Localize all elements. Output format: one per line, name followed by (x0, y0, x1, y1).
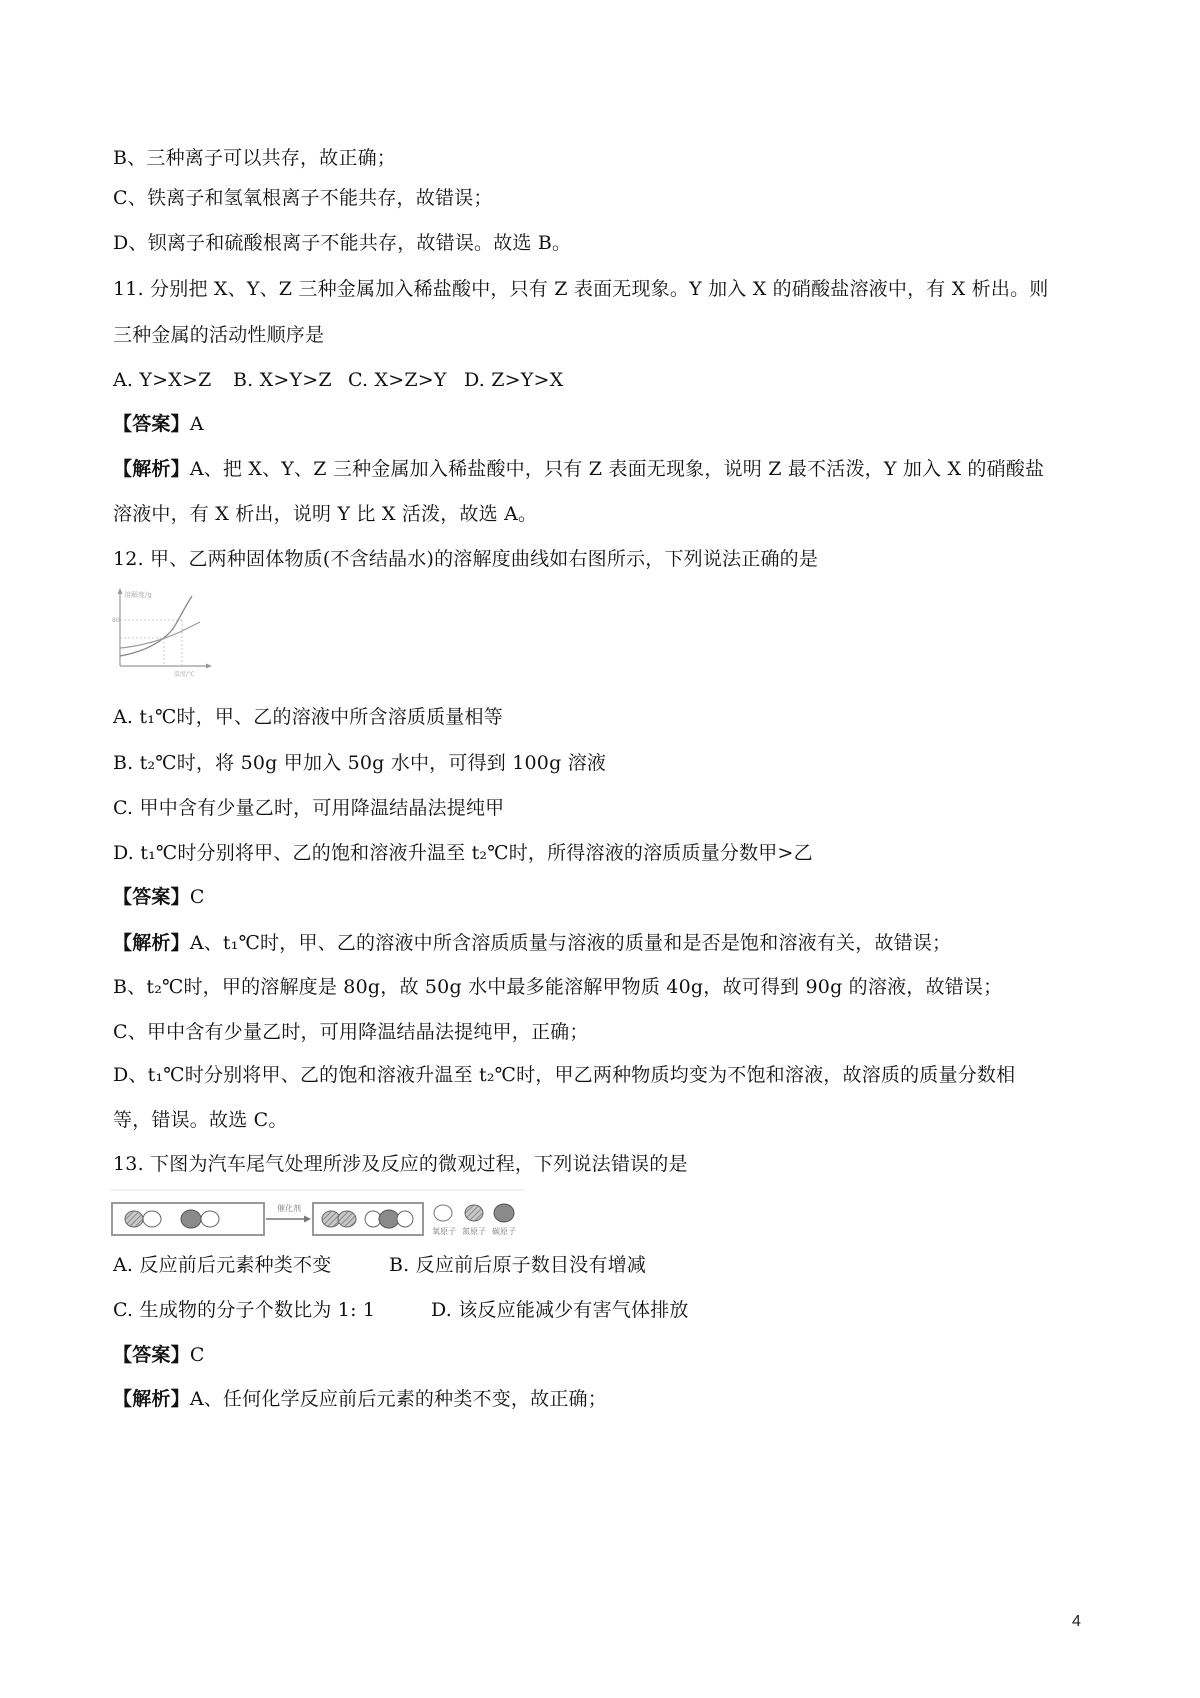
question-13-explanation (113, 1387, 607, 1411)
legend-nitrogen-label: 氮原子 (462, 1227, 486, 1236)
legend-carbon-atom (494, 1204, 514, 1222)
question-11-options (113, 368, 563, 392)
option-d: D. 该反应能减少有害气体排放 (431, 1299, 689, 1321)
question-12-explanation-b: B、t₂℃时，甲的溶解度是 80g，故 50g 水中最多能溶解甲物质 40g，故可得到 90g 的溶液，故错误； (113, 976, 1003, 998)
answer-label: 【答案】 (113, 413, 190, 435)
question-12-explanation (113, 931, 951, 955)
legend-carbon-label: 碳原子 (492, 1227, 516, 1236)
question-11-stem: 11. 分别把 X、Y、Z 三种金属加入稀盐酸中，只有 Z 表面无现象。Y 加入 X 的硝酸盐溶液中，有 X 析出。则 (113, 278, 1049, 300)
question-12-explanation-d: D、t₁℃时分别将甲、乙的饱和溶液升温至 t₂℃时，甲乙两种物质均变为不饱和溶液，故溶质的质量分数相 (113, 1064, 1016, 1086)
answer-label: 【答案】 (113, 1344, 190, 1366)
x-axis-label: 温度/℃ (174, 671, 195, 678)
text-line: C、铁离子和氢氧根离子不能共存，故错误； (113, 187, 493, 209)
reaction-micro-process-figure (110, 1189, 524, 1239)
y-tick-label: 80 (112, 617, 120, 624)
explanation-text: A、t₁℃时，甲、乙的溶液中所含溶质质量与溶液的质量和是否是饱和溶液有关，故错误； (189, 932, 952, 954)
answer-value: A (189, 413, 204, 435)
question-11-answer (113, 412, 204, 436)
catalyst-label: 催化剂 (277, 1204, 301, 1213)
question-11-explanation (113, 457, 1044, 481)
carbon-atom (379, 1210, 399, 1228)
answer-label: 【答案】 (113, 886, 190, 908)
text-line: B、三种离子可以共存，故正确； (113, 147, 396, 169)
oxygen-atom (397, 1211, 413, 1227)
explanation-label: 【解析】 (113, 1388, 190, 1410)
explanation-text: A、把 X、Y、Z 三种金属加入稀盐酸中，只有 Z 表面无现象，说明 Z 最不活泼，Y 加入 X 的硝酸盐 (189, 458, 1045, 480)
explanation-label: 【解析】 (113, 458, 190, 480)
option-d: D. Z>Y>X (464, 369, 564, 391)
question-11-explanation-cont: 溶液中，有 X 析出，说明 Y 比 X 活泼，故选 A。 (113, 503, 538, 525)
question-12-option-b: B. t₂℃时，将 50g 甲加入 50g 水中，可得到 100g 溶液 (113, 752, 607, 774)
answer-value: C (189, 1344, 205, 1366)
text-line: D、钡离子和硫酸根离子不能共存，故错误。故选 B。 (113, 232, 572, 254)
explanation-text: A、任何化学反应前后元素的种类不变，故正确； (189, 1388, 607, 1410)
question-12-answer (113, 885, 205, 909)
question-12-explanation-d-cont: 等，错误。故选 C。 (113, 1109, 288, 1131)
question-13-answer (113, 1343, 205, 1367)
question-13-stem: 13. 下图为汽车尾气处理所涉及反应的微观过程，下列说法错误的是 (113, 1153, 688, 1175)
question-13-options-cd (113, 1298, 689, 1322)
solubility-curve-figure (112, 586, 214, 678)
page-number: 4 (1072, 1613, 1081, 1630)
oxygen-atom (143, 1211, 161, 1227)
question-12-option-c: C. 甲中含有少量乙时，可用降温结晶法提纯甲 (113, 797, 505, 819)
answer-value: C (189, 886, 205, 908)
nitrogen-atom (322, 1211, 340, 1227)
question-12-stem: 12. 甲、乙两种固体物质(不含结晶水)的溶解度曲线如右图所示，下列说法正确的是 (113, 548, 819, 570)
carbon-atom (181, 1210, 201, 1228)
question-11-stem-cont: 三种金属的活动性顺序是 (113, 324, 325, 346)
y-axis-label: 溶解度/g (124, 591, 152, 599)
option-b: B. X>Y>Z (233, 369, 332, 391)
question-12-option-d: D. t₁℃时分别将甲、乙的饱和溶液升温至 t₂℃时，所得溶液的溶质质量分数甲>乙 (113, 842, 813, 864)
nitrogen-atom (338, 1211, 356, 1227)
legend-oxygen-label: 氧原子 (432, 1227, 456, 1236)
oxygen-atom (201, 1211, 219, 1227)
legend-oxygen-atom (434, 1205, 452, 1221)
question-12-option-a: A. t₁℃时，甲、乙的溶液中所含溶质质量相等 (113, 706, 503, 728)
option-a: A. 反应前后元素种类不变 (113, 1254, 332, 1276)
nitrogen-atom (125, 1211, 143, 1227)
option-c: C. 生成物的分子个数比为 1: 1 (113, 1299, 376, 1321)
question-12-explanation-c: C、甲中含有少量乙时，可用降温结晶法提纯甲，正确； (113, 1021, 589, 1043)
option-b: B. 反应前后原子数目没有增减 (389, 1254, 647, 1276)
option-c: C. X>Z>Y (348, 369, 447, 391)
explanation-label: 【解析】 (113, 932, 190, 954)
option-a: A. Y>X>Z (113, 369, 212, 391)
legend-nitrogen-atom (465, 1205, 483, 1221)
question-13-options-ab (113, 1253, 646, 1277)
